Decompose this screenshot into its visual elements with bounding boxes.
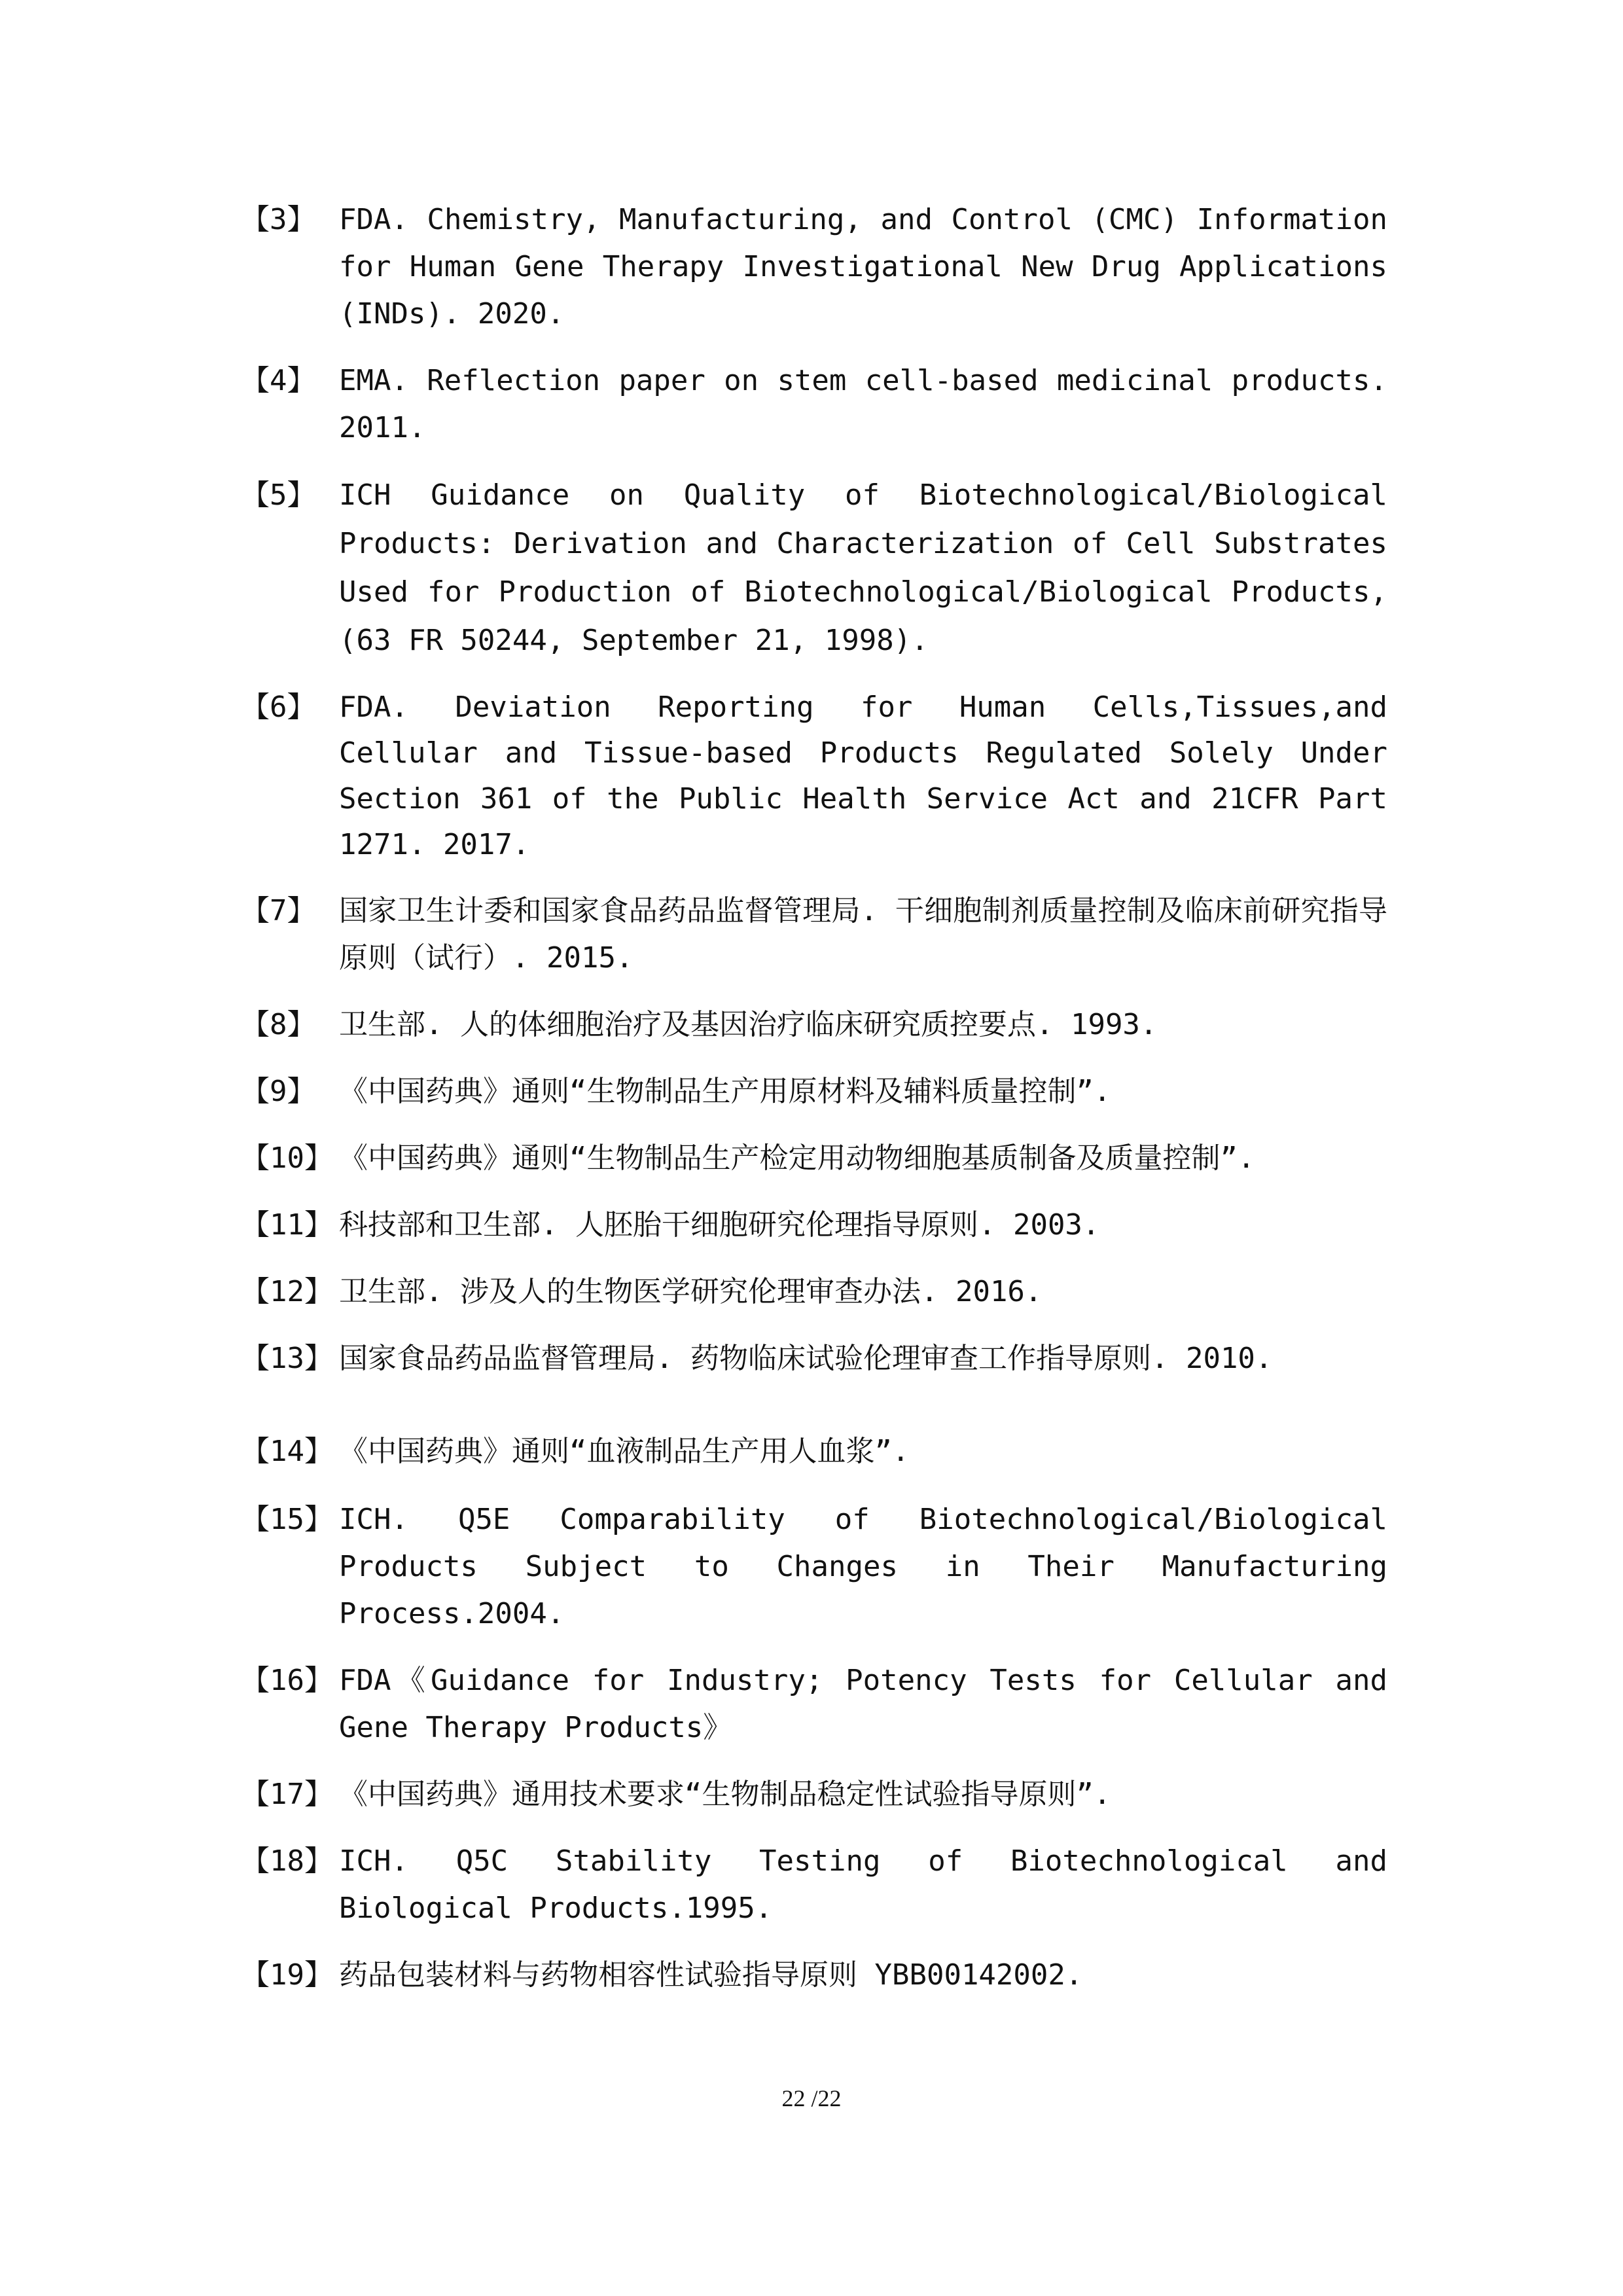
reference-number: 【11】 (241, 1208, 333, 1242)
reference-number: 【8】 (241, 1008, 316, 1041)
reference-number: 【9】 (241, 1075, 316, 1108)
reference-item (241, 888, 1387, 982)
reference-number: 【19】 (241, 1958, 333, 1992)
reference-text: 《中国药典》通则“生物制品生产检定用动物细胞基质制备及质量控制”. (339, 1141, 1255, 1175)
reference-text: FDA. Deviation Reporting for Human Cells,Tissues,and Cellular and Tissue-based Products Regulated Solely Under Section 361 of the Public Health Service Act and 21CFR Part 1271. 2017. (339, 691, 1387, 861)
reference-number: 【3】 (241, 203, 316, 236)
reference-number: 【12】 (241, 1275, 333, 1308)
reference-number: 【10】 (241, 1141, 333, 1175)
reference-text: 《中国药典》通则“生物制品生产用原材料及辅料质量控制”. (339, 1075, 1111, 1108)
reference-number: 【13】 (241, 1342, 333, 1375)
reference-item (241, 1771, 1387, 1818)
reference-item (241, 1268, 1387, 1316)
reference-text: 国家卫生计委和国家食品药品监督管理局. 干细胞制剂质量控制及临床前研究指导原则（试行）. 2015. (339, 894, 1387, 975)
reference-number: 【18】 (241, 1844, 333, 1878)
reference-text: 卫生部. 人的体细胞治疗及基因治疗临床研究质控要点. 1993. (339, 1008, 1158, 1041)
reference-item (241, 685, 1387, 868)
reference-number: 【7】 (241, 894, 316, 927)
reference-number: 【16】 (241, 1664, 333, 1697)
reference-text: 药品包装材料与药物相容性试验指导原则 YBB00142002. (339, 1958, 1083, 1992)
reference-number: 【17】 (241, 1778, 333, 1811)
reference-text: FDA《Guidance for Industry; Potency Tests for Cellular and Gene Therapy Products》 (339, 1664, 1387, 1744)
reference-item (241, 471, 1387, 665)
reference-item (241, 1068, 1387, 1115)
reference-number: 【14】 (241, 1435, 333, 1468)
reference-item (241, 1657, 1387, 1751)
reference-number: 【4】 (241, 364, 316, 397)
reference-item (241, 1496, 1387, 1638)
reference-text: 《中国药典》通则“血液制品生产用人血浆”. (339, 1435, 910, 1468)
reference-text: ICH. Q5C Stability Testing of Biotechnological and Biological Products.1995. (339, 1844, 1387, 1925)
reference-text: 卫生部. 涉及人的生物医学研究伦理审查办法. 2016. (339, 1275, 1043, 1308)
reference-item (241, 357, 1387, 452)
reference-item (241, 1428, 1387, 1475)
reference-number: 【15】 (241, 1503, 333, 1536)
page-number: 22 /22 (781, 2085, 842, 2111)
reference-number: 【6】 (241, 691, 316, 724)
reference-item (241, 1335, 1387, 1382)
reference-item (241, 196, 1387, 338)
reference-item (241, 1135, 1387, 1182)
reference-item (241, 1001, 1387, 1049)
reference-item (241, 1838, 1387, 1932)
reference-number: 【5】 (241, 478, 316, 512)
reference-text: 《中国药典》通用技术要求“生物制品稳定性试验指导原则”. (339, 1778, 1111, 1811)
reference-text: EMA. Reflection paper on stem cell-based medicinal products. 2011. (339, 364, 1387, 444)
reference-text: 国家食品药品监督管理局. 药物临床试验伦理审查工作指导原则. 2010. (339, 1342, 1273, 1375)
reference-item (241, 1952, 1387, 1999)
reference-text: 科技部和卫生部. 人胚胎干细胞研究伦理指导原则. 2003. (339, 1208, 1100, 1242)
reference-text: ICH. Q5E Comparability of Biotechnological/Biological Products Subject to Changes in Their Manufacturing Process.2004. (339, 1503, 1387, 1630)
reference-text: ICH Guidance on Quality of Biotechnological/Biological Products: Derivation and Characterization of Cell Substrates Used for Production of Biotechnological/Biological Products, (63 FR 50244, September 21, 1998). (339, 478, 1387, 657)
reference-text: FDA. Chemistry, Manufacturing, and Control (CMC) Information for Human Gene Therapy Investigational New Drug Applications (INDs). 2020. (339, 203, 1387, 331)
reference-item (241, 1202, 1387, 1249)
